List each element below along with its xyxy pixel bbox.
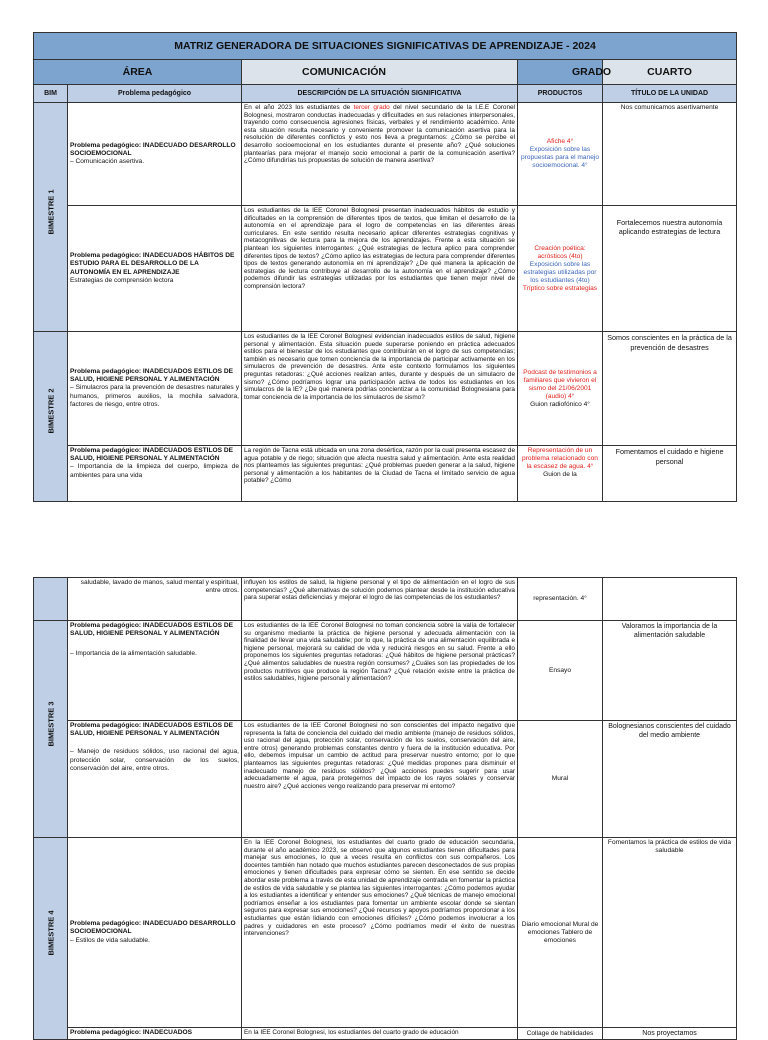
description-highlight: tercer grado <box>353 104 390 111</box>
unit-title-cell: Fomentamos el cuidado e higiene personal <box>603 446 737 502</box>
bimestre-2-cell <box>34 332 68 502</box>
area-label: ÁREA <box>34 60 242 85</box>
products-cell <box>518 446 603 502</box>
problem-topic: – Estilos de vida saludable. <box>70 936 150 944</box>
table-row <box>34 1028 737 1040</box>
products-cell <box>518 332 603 446</box>
bimestre-2-label: BIMESTRE 2 <box>46 388 56 434</box>
col-unit-title: TÍTULO DE LA UNIDAD <box>603 85 737 103</box>
table-row <box>34 621 737 721</box>
area-value <box>242 60 518 85</box>
col-bim: BIM <box>34 85 68 103</box>
unit-title-cell <box>603 578 737 621</box>
products-cell <box>518 103 603 206</box>
unit-title-cell: Somos conscientes en la práctica de la prevención de desastres <box>603 332 737 446</box>
problem-cell <box>68 621 242 721</box>
unit-title-cell: Bolognesianos conscientes del cuidado del medio ambiente <box>603 721 737 838</box>
description-cell: Los estudiantes de la IEE Coronel Bolognesi no son conscientes del impacto negativo que representa la falta de conciencia del cuidado del medio ambiente (manejo de residuos sólidos, uso racional del agua, protección solar, conservación de los suelos, conservación del aire, entre otros) generando problemas constantes dentro y fuera de la institución educativa. Por ello, debemos impulsar un cambio de actitud para preservar nuestro entorno; por lo que planteamos las siguientes preguntas retadoras: ¿Qué medidas propones para disminuir el inadecuado manejo de residuos sólidos? ¿Qué acciones puedes sugerir para usar adecuadamente el agua, para protegernos del impacto de los rayos solares y conservar nuestro aire? ¿Qué acciones vengo realizando para preservar mi entorno? <box>242 721 518 838</box>
products-cell: Diario emocional Mural de emociones Tablero de emociones <box>518 838 603 1028</box>
table-row <box>34 332 737 446</box>
description-cell <box>242 103 518 206</box>
grade-value: CUARTO <box>603 60 737 85</box>
description-text-cont: del nivel secundario de la I.E.E Coronel Bolognesi, mostraron conductas inadecuadas y dificultades en sus relaciones interpersonales, trayendo como consecuencia agresiones físicas, verbales y el rendimiento académico. Ante esta situación resulta necesario y conveniente promover la comunicación asertiva para la resolución de diferentes conflictos y esto nos lleva a preguntarnos: ¿Cómo se percibe el desarrollo socioemocional en los estudiantes durante el presente año? ¿Qué soluciones plantearías para mejorar el manejo socio emocional a partir de la comunicación asertiva? ¿Cómo difundirías tus propuestas de solución de manera asertiva? <box>244 104 515 165</box>
document-page-1 <box>33 32 736 502</box>
description-text: En el año 2023 los estudiantes de <box>244 104 354 111</box>
problem-title: Problema pedagógico: INADECUADOS ESTILOS DE SALUD, HIGIENE PERSONAL Y ALIMENTACIÓN <box>70 722 234 738</box>
problem-title: Problema pedagógico: INADECUADO DESARROLLO SOCIOEMOCIONAL <box>70 920 236 936</box>
unit-title-cell: Fomentamos la práctica de estilos de vida saludable <box>603 838 737 1028</box>
bimestre-1-cell <box>34 103 68 332</box>
description-cell: Los estudiantes de la IEE Coronel Bolognesi presentan inadecuados hábitos de estudio y dificultades en la comprensión de diferentes tipos de textos, que limitan el desarrollo de la autonomía en el aprendizaje para el logro de competencias en las diferentes áreas curriculares. En este sentido resulta necesario aplicar diferentes estrategias cognitivas y metacognitivas de lectura para la mejora de los aprendizajes. Frente a esta situación se plantean los siguientes interrogantes: ¿Qué estrategias de lectura aplico para comprender diferentes tipos de textos? ¿Cómo aplico las estrategias de lectura para comprender diferentes tipos de textos generando autonomía en mi aprendizaje? ¿De qué manera la aplicación de estrategias de lectura contribuye al desarrollo de la autonomía en el aprendizaje? ¿Cómo podemos difundir las estrategias utilizadas por los estudiantes que tienen mejor nivel de comprensión lectora? <box>242 206 518 332</box>
problem-topic: Estrategias de comprensión lectora <box>70 276 174 284</box>
matrix-table-page-1 <box>33 32 737 502</box>
problem-topic: – Simulacros para la prevención de desastres naturales y humanos, primeros auxilios, la mochila salvadora, factores de riesgo, entre otros. <box>70 384 239 408</box>
description-cell: influyen los estilos de salud, la higiene personal y el tipo de alimentación en el logro de sus competencias? ¿Qué alternativas de solución podemos plantear desde la institución educativa para superar estas deficiencias y mejorar el logro de las competencias de los estudiantes? <box>242 578 518 621</box>
product-item: Podcast de testimonios a familiares que vivieron el sismo del 21/06/2001 (audio) 4° <box>523 368 597 400</box>
problem-cell <box>68 838 242 1028</box>
unit-title-cell: Nos proyectamos <box>603 1028 737 1040</box>
problem-title: Problema pedagógico: INADECUADOS ESTILOS DE SALUD, HIGIENE PERSONAL Y ALIMENTACIÓN <box>70 367 234 384</box>
product-item: Creación poética: acrósticos (4to) <box>534 244 586 260</box>
problem-cell <box>68 103 242 206</box>
col-products: PRODUCTOS <box>518 85 603 103</box>
unit-title-cell: Valoramos la importancia de la alimentación saludable <box>603 621 737 721</box>
description-cell: Los estudiantes de la IEE Coronel Bolognesi evidencian inadecuados estilos de salud, higiene personal y alimentación. Esta situación puede superarse poniendo en práctica adecuados estilos para el bienestar de los estudiantes que contribuirán en el logro de sus competencias; también es necesario que tomen conciencia de la importancia de participar activamente en los simulacros de prevención de desastres. Ante este contexto formulamos los siguientes preguntas retadoras: ¿Qué acciones realizan antes, durante y después de un simulacro de sismo? ¿Cómo podríamos lograr una participación activa de todos los estudiantes en los simulacros de la IE? ¿De qué manera podrías concientizar a la comunidad Bolognesiana para tomar conciencia de la importancia de los simulacros de sismo? <box>242 332 518 446</box>
bimestre-2-cont-cell <box>34 578 68 621</box>
problem-cell <box>68 332 242 446</box>
description-cell: La región de Tacna está ubicada en una zona desértica, razón por la cual presenta escasez de agua potable y de riego; situación que afecta nuestra salud y alimentación. Ante esta realidad nos planteamos las siguientes preguntas: ¿Qué problemas pueden generar a la salud, higiene personal y alimentación a los habitantes de la Ciudad de Tacna el limitado servicio de agua potable? ¿Cómo <box>242 446 518 502</box>
grade-label: GRADO <box>518 60 603 85</box>
bimestre-4-label: BIMESTRE 4 <box>46 910 56 956</box>
problem-topic: – Manejo de residuos sólidos, uso racional del agua, protección solar, conservación de los suelos, conservación del aire, entre otros. <box>70 748 239 772</box>
matrix-table-page-2 <box>33 577 737 1040</box>
bimestre-4-cell <box>34 838 68 1040</box>
description-cell: En la IEE Coronel Bolognesi, los estudiantes del cuarto grado de educación <box>242 1028 518 1040</box>
unit-title-cell: Nos comunicamos asertivamente <box>603 103 737 206</box>
bimestre-1-label: BIMESTRE 1 <box>46 188 56 234</box>
unit-title-cell: Fortalecemos nuestra autonomía aplicando estrategias de lectura <box>603 206 737 332</box>
col-description: DESCRIPCIÓN DE LA SITUACIÓN SIGNIFICATIVA <box>242 85 518 103</box>
matrix-title: MATRIZ GENERADORA DE SITUACIONES SIGNIFICATIVAS DE APRENDIZAJE - 2024 <box>34 33 737 60</box>
problem-title: Problema pedagógico: INADECUADOS ESTILOS DE SALUD, HIGIENE PERSONAL Y ALIMENTACIÓN <box>70 622 234 638</box>
problem-title: Problema pedagógico: INADECUADOS HÁBITOS DE ESTUDIO PARA EL DESARROLLO DE LA AUTONOMÍA EN EL APRENDIZAJE <box>70 252 235 276</box>
description-cell: Los estudiantes de la IEE Coronel Bolognesi no toman conciencia sobre la valía de fortalecer su organismo mediante la práctica de higiene personal y adecuada alimentación con la finalidad de llevar una vida saludable; por lo que, la práctica de una alimentación equilibrada e higiene personal, mejorará su calidad de vida y reducirá riesgos en su salud. Frente a ello proponemos los siguientes preguntas retadoras: ¿Qué hábitos de higiene personal prácticas? ¿Qué alimentos saludables de nuestra región consumes? ¿Cuáles son las propiedades de los productos nutritivos que produce la región Tacna? ¿Qué relación existe entre la práctica de estilos saludables, higiene personal y alimentación? <box>242 621 518 721</box>
document-page-2 <box>33 577 736 1040</box>
problem-cell <box>68 721 242 838</box>
problem-topic: – Comunicación asertiva. <box>70 158 145 166</box>
product-item: Representación de un problema relacionado con la escasez de agua. 4° <box>522 447 598 470</box>
bimestre-3-cell <box>34 621 68 838</box>
problem-topic: – Importancia de la alimentación saludable. <box>70 650 197 658</box>
problem-topic: – Importancia de la limpieza del cuerpo, limpieza de ambientes para una vida <box>70 463 239 479</box>
problem-cell <box>68 446 242 502</box>
problem-title: Problema pedagógico: INADECUADO DESARROLLO SOCIOEMOCIONAL <box>70 141 236 157</box>
description-cell: En la IEE Coronel Bolognesi, los estudiantes del cuarto grado de educación secundaria, durante el año académico 2023, se observó que algunos estudiantes tienen dificultades para manejar sus emociones, lo que a veces resulta en conflictos con sus compañeros. Los docentes también han notado que muchos estudiantes parecen desconectados de sus propias emociones y tienen dificultades para expresar cómo se sienten. En ese sentido se decide abordar este problema a través de esta unidad de aprendizaje centrada en fomentar la práctica de estilos de vida saludable y se plantea las siguientes interrogantes: ¿Cómo podemos ayudar a los estudiantes a identificar y entender sus emociones? ¿Qué técnicas de manejo emocional podríamos enseñar a los estudiantes para fomentar un ambiente escolar donde se sientan seguros para expresar sus emociones? ¿Qué recursos y apoyos podríamos proporcionar a los estudiantes que están lidiando con emociones difíciles? ¿Cómo podemos involucrar a los padres y cuidadores en este proceso? ¿Cómo podríamos medir el éxito de nuestras intervenciones? <box>242 838 518 1028</box>
problem-topic: saludable, lavado de manos, salud mental y espiritual, entre otros. <box>80 579 239 595</box>
products-cell: Ensayo <box>518 621 603 721</box>
products-cell: Mural <box>518 721 603 838</box>
products-cell: representación. 4° <box>518 578 603 621</box>
table-row <box>34 721 737 838</box>
table-row <box>34 446 737 502</box>
products-cell: Collage de habilidades <box>518 1028 603 1040</box>
product-item: Afiche 4° <box>546 138 574 145</box>
problem-cell <box>68 206 242 332</box>
problem-title: Problema pedagógico: INADECUADOS ESTILOS DE SALUD, HIGIENE PERSONAL Y ALIMENTACIÓN <box>70 447 234 463</box>
product-item: Exposición sobre las propuestas para el manejo socioemocional. 4° <box>520 146 600 169</box>
area-value-text: COMUNICACIÓN <box>302 66 517 78</box>
col-problem: Problema pedagógico <box>68 85 242 103</box>
product-item: Guion de la <box>543 471 577 478</box>
product-item: Exposición sobre las estrategias utilizadas por los estudiantes (4to) <box>523 260 597 284</box>
table-row <box>34 206 737 332</box>
table-row <box>34 103 737 206</box>
table-row <box>34 838 737 1028</box>
products-cell <box>518 206 603 332</box>
product-item: Guion radiofónico 4° <box>530 400 590 408</box>
bimestre-3-label: BIMESTRE 3 <box>46 700 56 746</box>
problem-cell <box>68 1028 242 1040</box>
product-item: Tríptico sobre estrategias <box>522 284 598 292</box>
problem-title: Problema pedagógico: INADECUADOS <box>70 1029 192 1037</box>
problem-cell <box>68 578 242 621</box>
table-row <box>34 578 737 621</box>
